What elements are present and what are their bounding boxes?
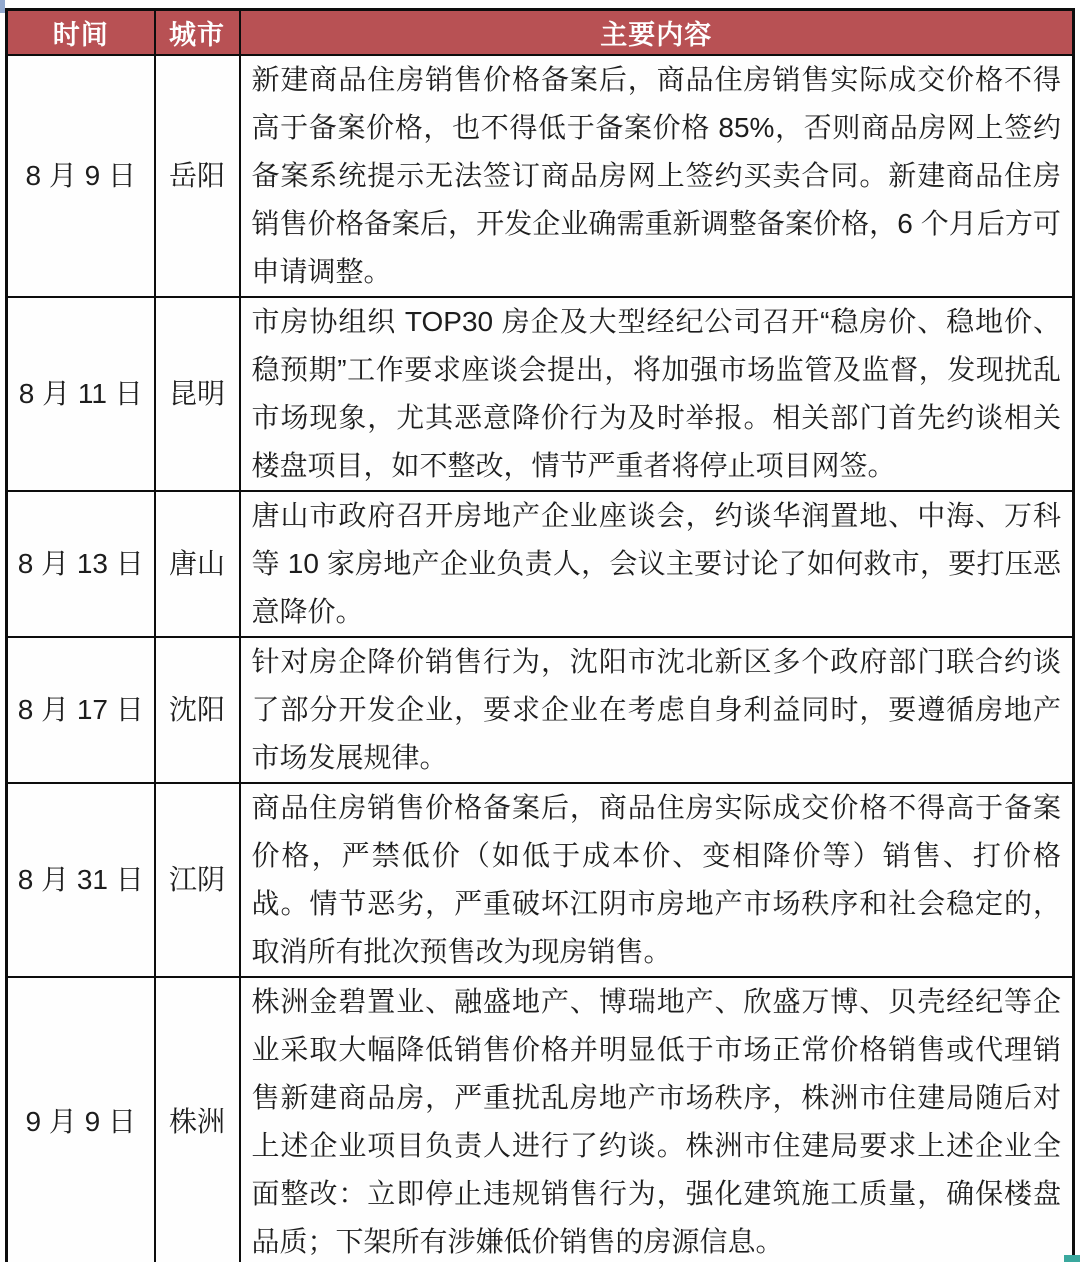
table-row <box>7 977 1074 1262</box>
date-cell: 9 月 9 日 <box>7 977 155 1262</box>
header-cell-content: 主要内容 <box>240 10 1074 55</box>
table-row <box>7 55 1074 297</box>
city-cell: 唐山 <box>155 491 240 637</box>
date-cell: 8 月 13 日 <box>7 491 155 637</box>
date-cell: 8 月 17 日 <box>7 637 155 783</box>
city-cell: 江阴 <box>155 783 240 977</box>
screenshot-edge-artifact <box>0 0 5 13</box>
city-cell: 岳阳 <box>155 55 240 297</box>
table-row <box>7 783 1074 977</box>
content-cell: 针对房企降价销售行为，沈阳市沈北新区多个政府部门联合约谈了部分开发企业，要求企业在考虑自身利益同时，要遵循房地产市场发展规律。 <box>240 637 1074 783</box>
policy-announcements-table <box>5 8 1075 1262</box>
date-cell: 8 月 11 日 <box>7 297 155 491</box>
content-cell: 株洲金碧置业、融盛地产、博瑞地产、欣盛万博、贝壳经纪等企业采取大幅降低销售价格并明显低于市场正常价格销售或代理销售新建商品房，严重扰乱房地产市场秩序，株洲市住建局随后对上述企业项目负责人进行了约谈。株洲市住建局要求上述企业全面整改：立即停止违规销售行为，强化建筑施工质量，确保楼盘品质；下架所有涉嫌低价销售的房源信息。 <box>240 977 1074 1262</box>
city-cell: 沈阳 <box>155 637 240 783</box>
date-cell: 8 月 9 日 <box>7 55 155 297</box>
content-cell: 商品住房销售价格备案后，商品住房实际成交价格不得高于备案价格，严禁低价（如低于成本价、变相降价等）销售、打价格战。情节恶劣，严重破坏江阴市房地产市场秩序和社会稳定的，取消所有批次预售改为现房销售。 <box>240 783 1074 977</box>
content-cell: 市房协组织 TOP30 房企及大型经纪公司召开“稳房价、稳地价、稳预期”工作要求座谈会提出，将加强市场监管及监督，发现扰乱市场现象，尤其恶意降价行为及时举报。相关部门首先约谈相关楼盘项目，如不整改，情节严重者将停止项目网签。 <box>240 297 1074 491</box>
header-cell-time: 时间 <box>7 10 155 55</box>
city-cell: 株洲 <box>155 977 240 1262</box>
table-header-row <box>7 10 1074 55</box>
table-row <box>7 297 1074 491</box>
content-cell: 唐山市政府召开房地产企业座谈会，约谈华润置地、中海、万科等 10 家房地产企业负责人，会议主要讨论了如何救市，要打压恶意降价。 <box>240 491 1074 637</box>
date-cell: 8 月 31 日 <box>7 783 155 977</box>
table-row <box>7 637 1074 783</box>
content-cell: 新建商品住房销售价格备案后，商品住房销售实际成交价格不得高于备案价格，也不得低于备案价格 85%，否则商品房网上签约备案系统提示无法签订商品房网上签约买卖合同。新建商品住房销售价格备案后，开发企业确需重新调整备案价格，6 个月后方可申请调整。 <box>240 55 1074 297</box>
header-cell-city: 城市 <box>155 10 240 55</box>
table-row <box>7 491 1074 637</box>
screenshot-edge-artifact <box>1064 1255 1080 1262</box>
city-cell: 昆明 <box>155 297 240 491</box>
